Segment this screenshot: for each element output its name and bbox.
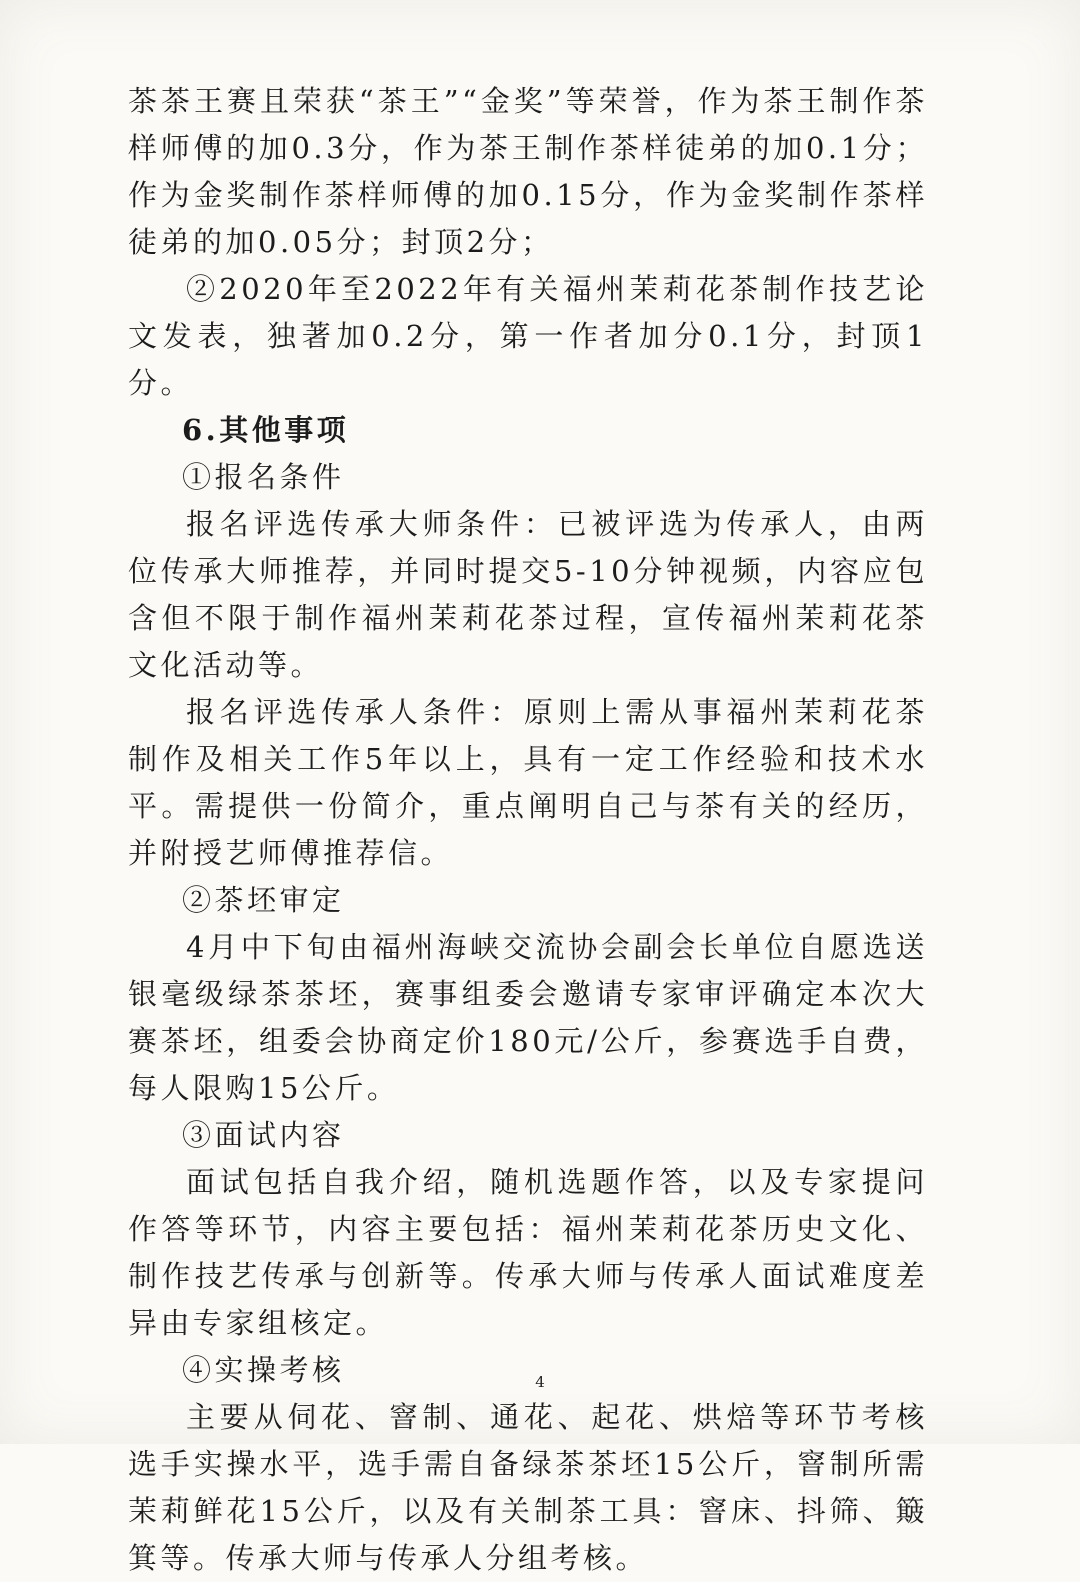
paragraph-master-conditions: 报名评选传承大师条件：已被评选为传承人，由两位传承大师推荐，并同时提交5-10分钟视频，内容应包含但不限于制作福州茉莉花茶过程，宣传福州茉莉花茶文化活动等。 [128, 507, 928, 682]
paragraph-continued: 茶茶王赛且荣获“茶王”“金奖”等荣誉，作为茶王制作茶样师傅的加0.3分，作为茶王制作茶样徒弟的加0.1分；作为金奖制作茶样师傅的加0.15分，作为金奖制作茶样徒弟的加0.05分；封顶2分； [128, 84, 928, 259]
subheading-registration: ①报名条件 [182, 460, 345, 494]
paragraph-interview: 面试包括自我介绍，随机选题作答，以及专家提问作答等环节，内容主要包括：福州茉莉花茶历史文化、制作技艺传承与创新等。传承大师与传承人面试难度差异由专家组核定。 [128, 1165, 928, 1340]
paragraph-tea-base: 4月中下旬由福州海峡交流协会副会长单位自愿选送银毫级绿茶茶坯，赛事组委会邀请专家审评确定本次大赛茶坯，组委会协商定价180元/公斤，参赛选手自费，每人限购15公斤。 [128, 930, 928, 1105]
paragraph-practical: 主要从伺花、窨制、通花、起花、烘焙等环节考核选手实操水平，选手需自备绿茶茶坯15公斤，窨制所需茉莉鲜花15公斤，以及有关制茶工具：窨床、抖筛、簸箕等。传承大师与传承人分组考核。 [128, 1400, 928, 1575]
paragraph-inheritor-conditions: 报名评选传承人条件：原则上需从事福州茉莉花茶制作及相关工作5年以上，具有一定工作经验和技术水平。需提供一份简介，重点阐明自己与茶有关的经历，并附授艺师傅推荐信。 [128, 695, 928, 870]
document-body [128, 78, 928, 1582]
section-heading-other-matters: 6.其他事项 [182, 413, 350, 447]
page-number: 4 [535, 1373, 545, 1391]
subheading-practical: ④实操考核 [182, 1353, 345, 1387]
subheading-interview: ③面试内容 [182, 1118, 345, 1152]
subheading-tea-base: ②茶坯审定 [182, 883, 345, 917]
paragraph-papers: ②2020年至2022年有关福州茉莉花茶制作技艺论文发表，独著加0.2分，第一作者加分0.1分，封顶1分。 [128, 272, 928, 400]
